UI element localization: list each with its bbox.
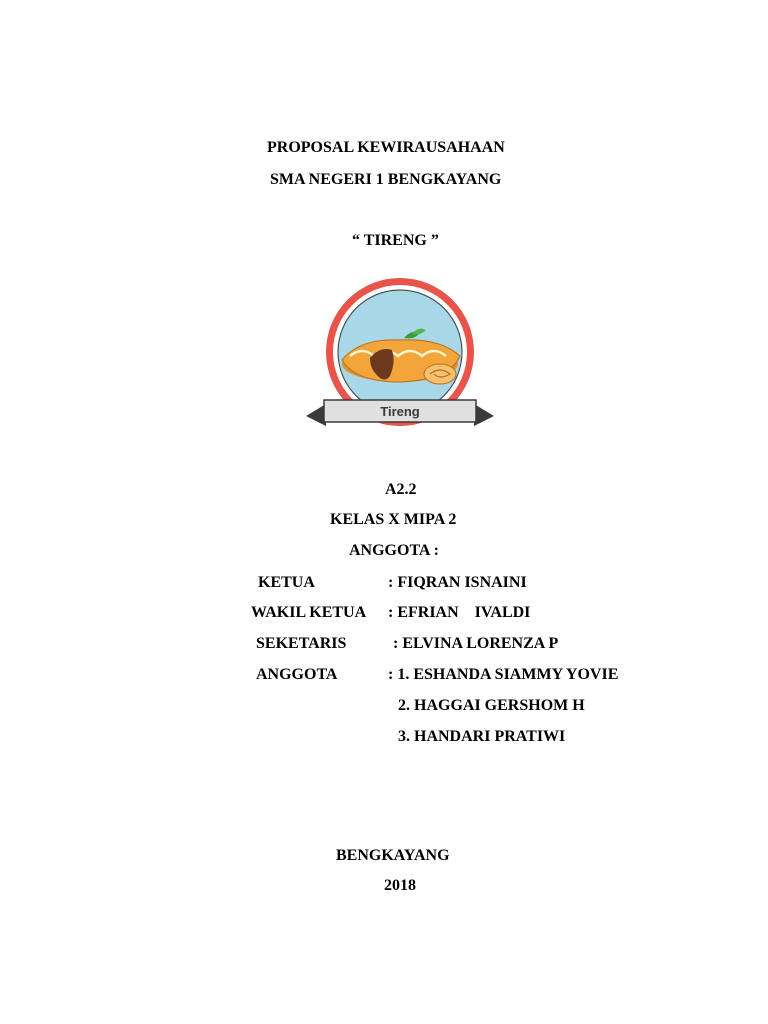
role-value-anggota: : 1. ESHANDA SIAMMY YOVIE [388,666,619,683]
logo-banner [306,400,494,426]
member-item: 2. HAGGAI GERSHOM H [398,697,585,714]
role-value-ketua: : FIQRAN ISNAINI [388,574,527,591]
school-name: SMA NEGERI 1 BENGKAYANG [270,171,502,188]
product-name: “ TIRENG ” [352,232,439,249]
footer-city: BENGKAYANG [336,847,450,864]
tireng-logo-icon [300,276,500,436]
members-heading: ANGGOTA : [349,542,439,559]
role-label-seketaris: SEKETARIS [256,635,347,652]
role-label-wakil-ketua: WAKIL KETUA [251,604,367,621]
role-value-seketaris: : ELVINA LORENZA P [393,635,559,652]
logo-label: Tireng [380,404,420,419]
group-batch: A2.2 [385,481,417,498]
role-label-ketua: KETUA [258,574,315,591]
footer-year: 2018 [384,877,416,894]
class-name: KELAS X MIPA 2 [330,511,457,528]
proposal-title: PROPOSAL KEWIRAUSAHAAN [267,139,505,156]
member-item: 3. HANDARI PRATIWI [398,728,566,745]
role-label-anggota: ANGGOTA [256,666,338,683]
role-value-wakil-ketua: : EFRIAN IVALDI [388,604,531,621]
